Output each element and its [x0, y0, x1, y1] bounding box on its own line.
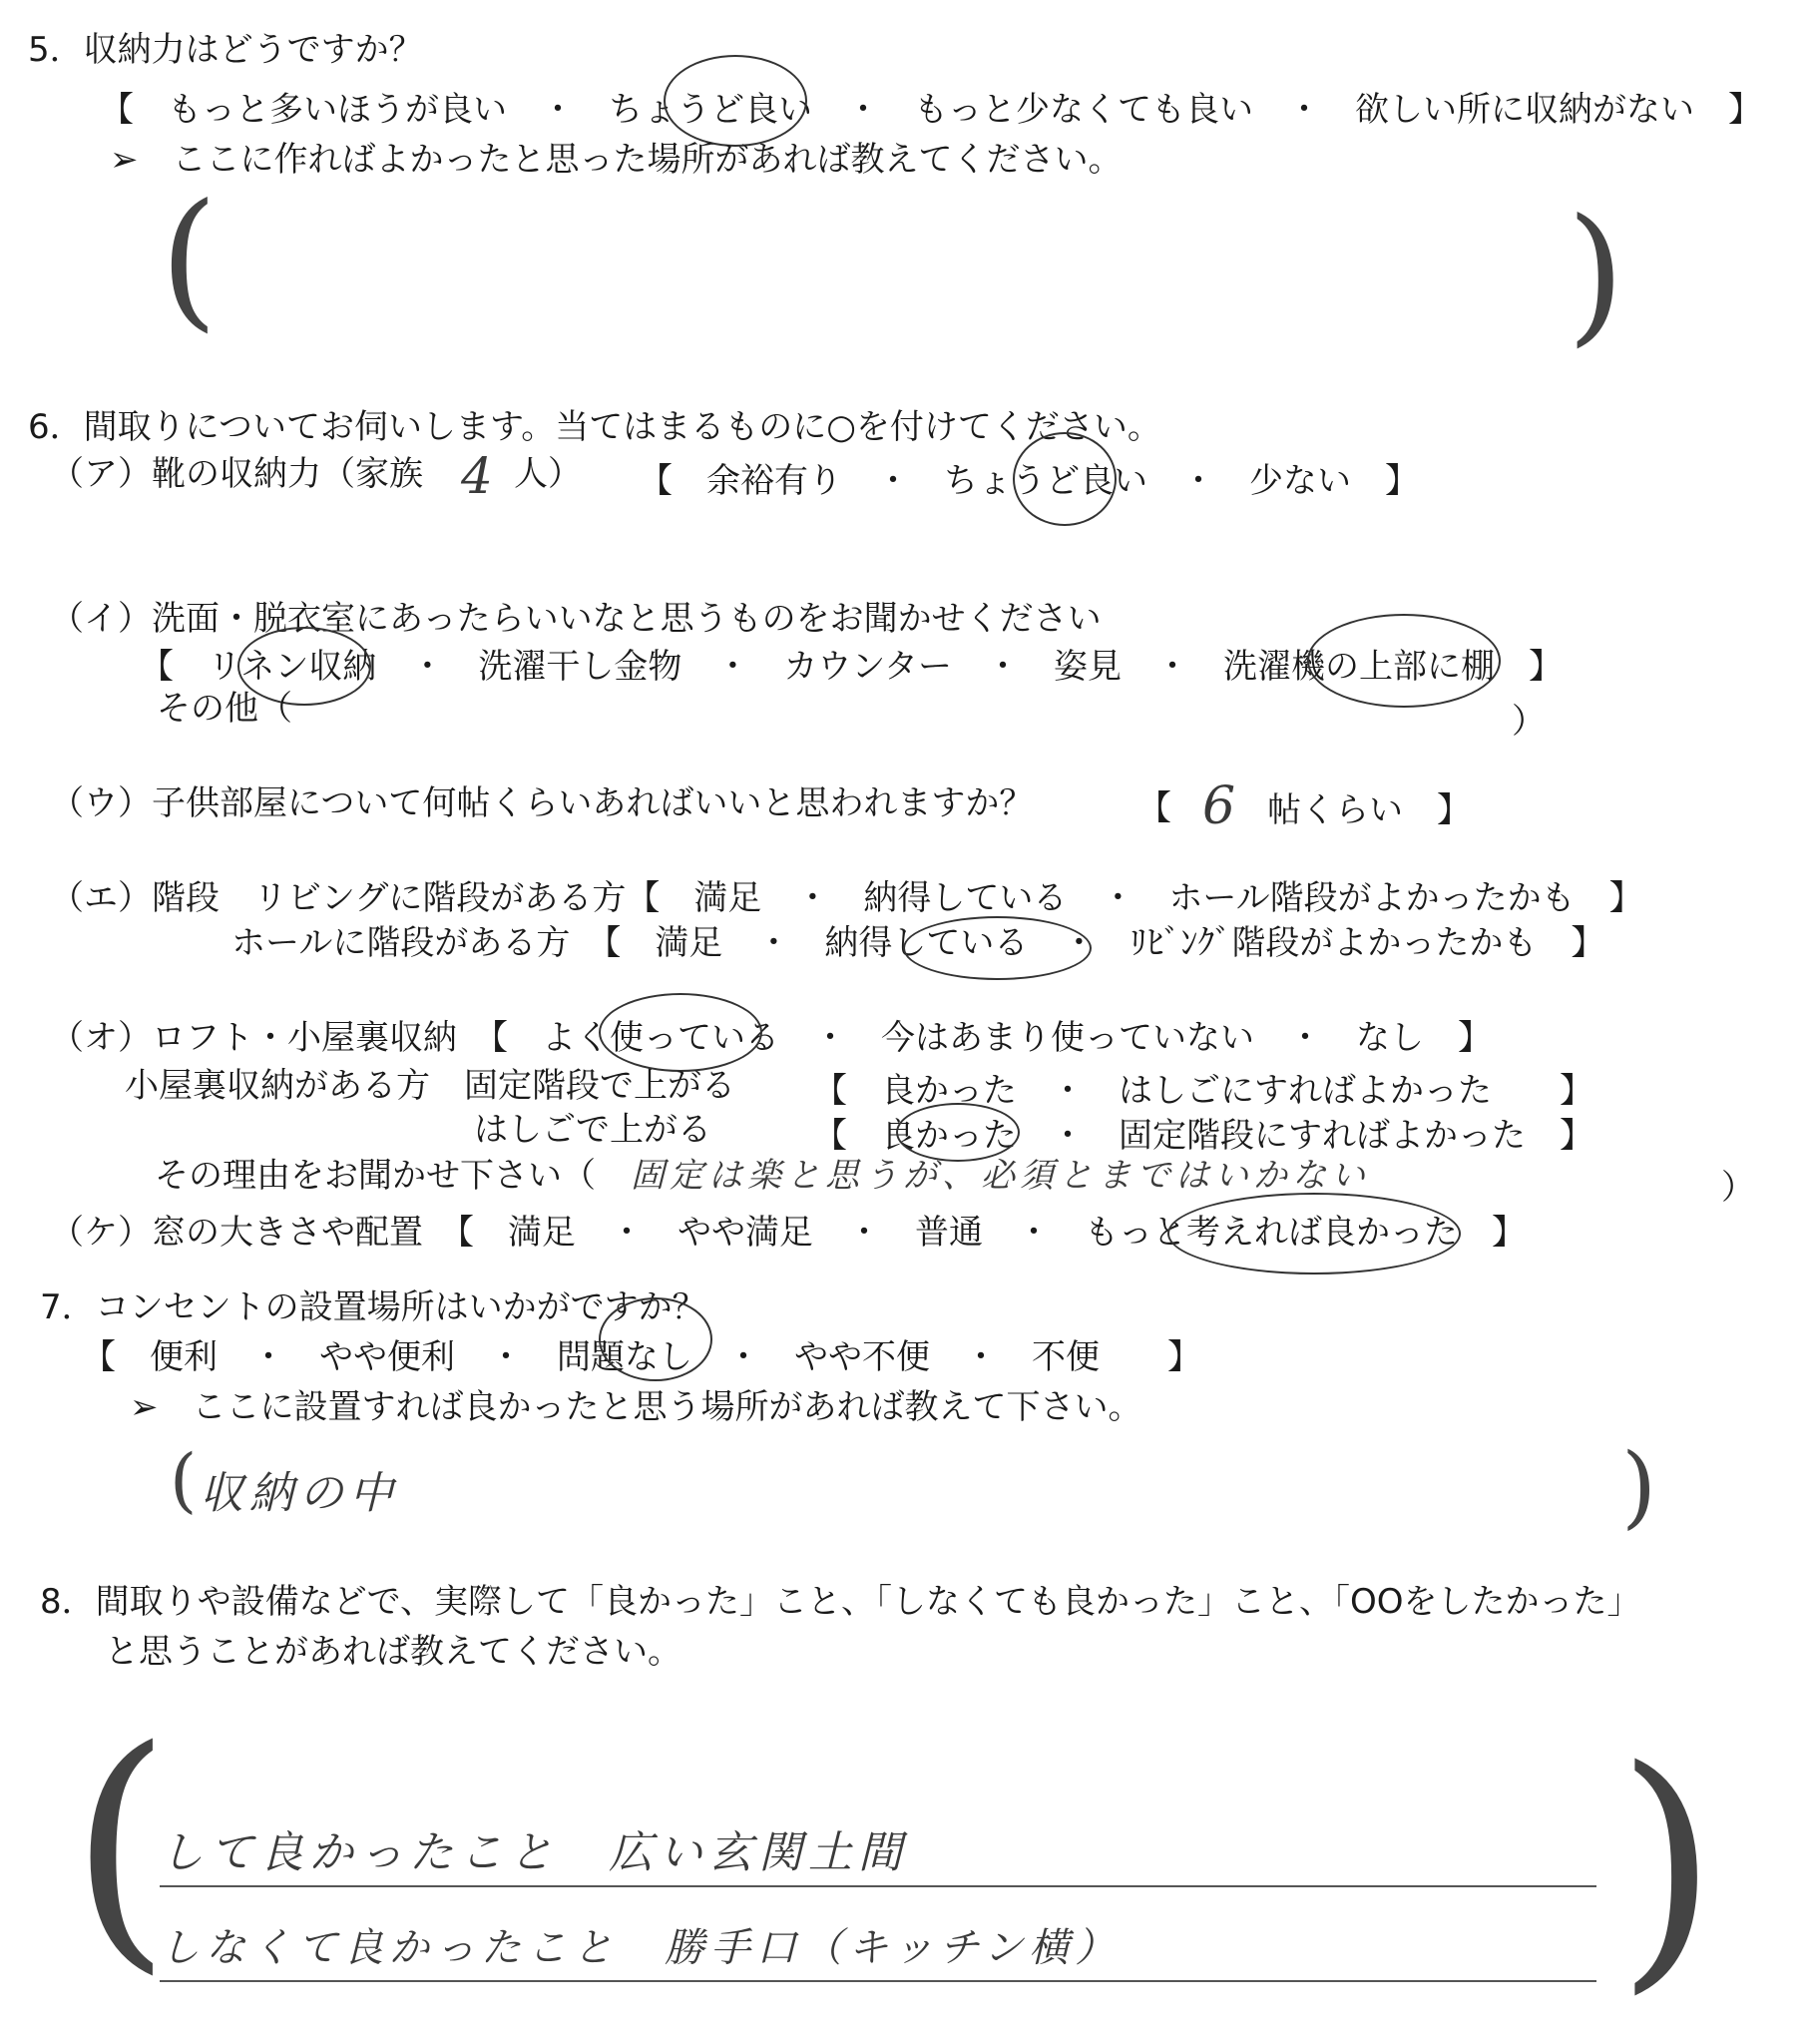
q6-a-choices: 【 余裕有り ・ ちょうど良い ・ 少ない 】 — [639, 461, 1419, 501]
q8-answer2-handwritten: しなくて良かったこと 勝手口（キッチン横） — [160, 1925, 1122, 1971]
q6-u-label: （ウ）子供部屋について何帖くらいあればいいと思われますか？ — [50, 783, 1034, 823]
q5-sub: ➢ ここに作ればよかったと思った場所があれば教えてください。 — [110, 140, 1123, 180]
q6-a-label: （ア）靴の収納力（家族 — [50, 454, 423, 494]
q6-e-label2: ホールに階段がある方 【 満足 ・ 納得している ・ ﾘﾋﾞﾝｸﾞ階段がよかったかも 】 — [231, 923, 1605, 963]
q6-a-family-count: 4 — [461, 447, 499, 505]
q6-o-line3b: 【 良かった ・ 固定階段にすればよかった 】 — [813, 1116, 1593, 1156]
q8-title: 8．間取りや設備などで、実際して「良かった」こと、「しなくても良かった」こと、「OOをしたかった」 — [40, 1582, 1641, 1622]
q7-choices: 【 便利 ・ やや便利 ・ 問題なし ・ やや不便 ・ 不便 】 — [82, 1337, 1201, 1377]
answer-bracket-right: ) — [1621, 1434, 1657, 1539]
q6-ke-label: （ケ）窓の大きさや配置 【 満足 ・ やや満足 ・ 普通 ・ もっと考えれば良かった 】 — [50, 1213, 1526, 1253]
q6-o-line2b: 【 良かった ・ はしごにすればよかった 】 — [813, 1071, 1593, 1111]
q8-title2: と思うことがあれば教えてください。 — [105, 1632, 681, 1672]
answer-bracket-left: ( — [160, 173, 219, 346]
q6-a-unit: 人） — [514, 454, 582, 494]
q6-title: 6．間取りについてお伺いします。当てはまるものに○を付けてください。 — [28, 407, 1161, 447]
q6-i-other-close: ） — [1512, 702, 1546, 742]
answer-bracket-left: ( — [170, 1439, 198, 1521]
q7-answer-handwritten: 収納の中 — [200, 1468, 399, 1519]
q6-o-reason-handwritten: 固定は楽と思うが、必須とまではいかない — [631, 1156, 1370, 1196]
q6-i-choices: 【 リネン収納 ・ 洗濯干し金物 ・ カウンター ・ 姿見 ・ 洗濯機の上部に棚 】 — [140, 647, 1563, 687]
q6-o-reason-close: ） — [1721, 1168, 1755, 1208]
q5-title: 5．収納力はどうですか？ — [28, 30, 423, 70]
q7-title: 7．コンセントの設置場所はいかがですか？ — [40, 1287, 706, 1327]
q6-o-line2a: 小屋裏収納がある方 固定階段で上がる — [125, 1066, 735, 1106]
q5-choices: 【 もっと多いほうが良い ・ ちょうど良い ・ もっと少なくても良い ・ 欲しい所に収納がない 】 — [100, 90, 1762, 130]
answer-bracket-left: ( — [70, 1696, 172, 1997]
q8-answer1-handwritten: して良かったこと 広い玄関土間 — [160, 1827, 908, 1878]
q6-i-other: その他（ — [157, 689, 292, 729]
q6-o-label: （オ）ロフト・小屋裏収納 【 よく使っている ・ 今はあまり使っていない ・ なし 】 — [50, 1018, 1492, 1058]
q6-o-reason: その理由をお聞かせ下さい（ — [155, 1156, 596, 1196]
q6-i-label: （イ）洗面・脱衣室にあったらいいなと思うものをお聞かせください — [50, 599, 1102, 639]
q6-u-value: 6 — [1202, 776, 1242, 836]
answer-bracket-right: ) — [1616, 1716, 1718, 2017]
q6-u-open: 【 — [1137, 788, 1171, 828]
q6-o-line3a: はしごで上がる — [474, 1110, 711, 1150]
q7-sub: ➢ ここに設置すれば良かったと思う場所があれば教えて下さい。 — [130, 1387, 1142, 1427]
q6-u-unit: 帖くらい 】 — [1267, 790, 1471, 830]
q6-e-label: （エ）階段 リビングに階段がある方【 満足 ・ 納得している ・ ホール階段がよかったかも 】 — [50, 878, 1643, 918]
answer-bracket-right: ) — [1567, 188, 1625, 361]
